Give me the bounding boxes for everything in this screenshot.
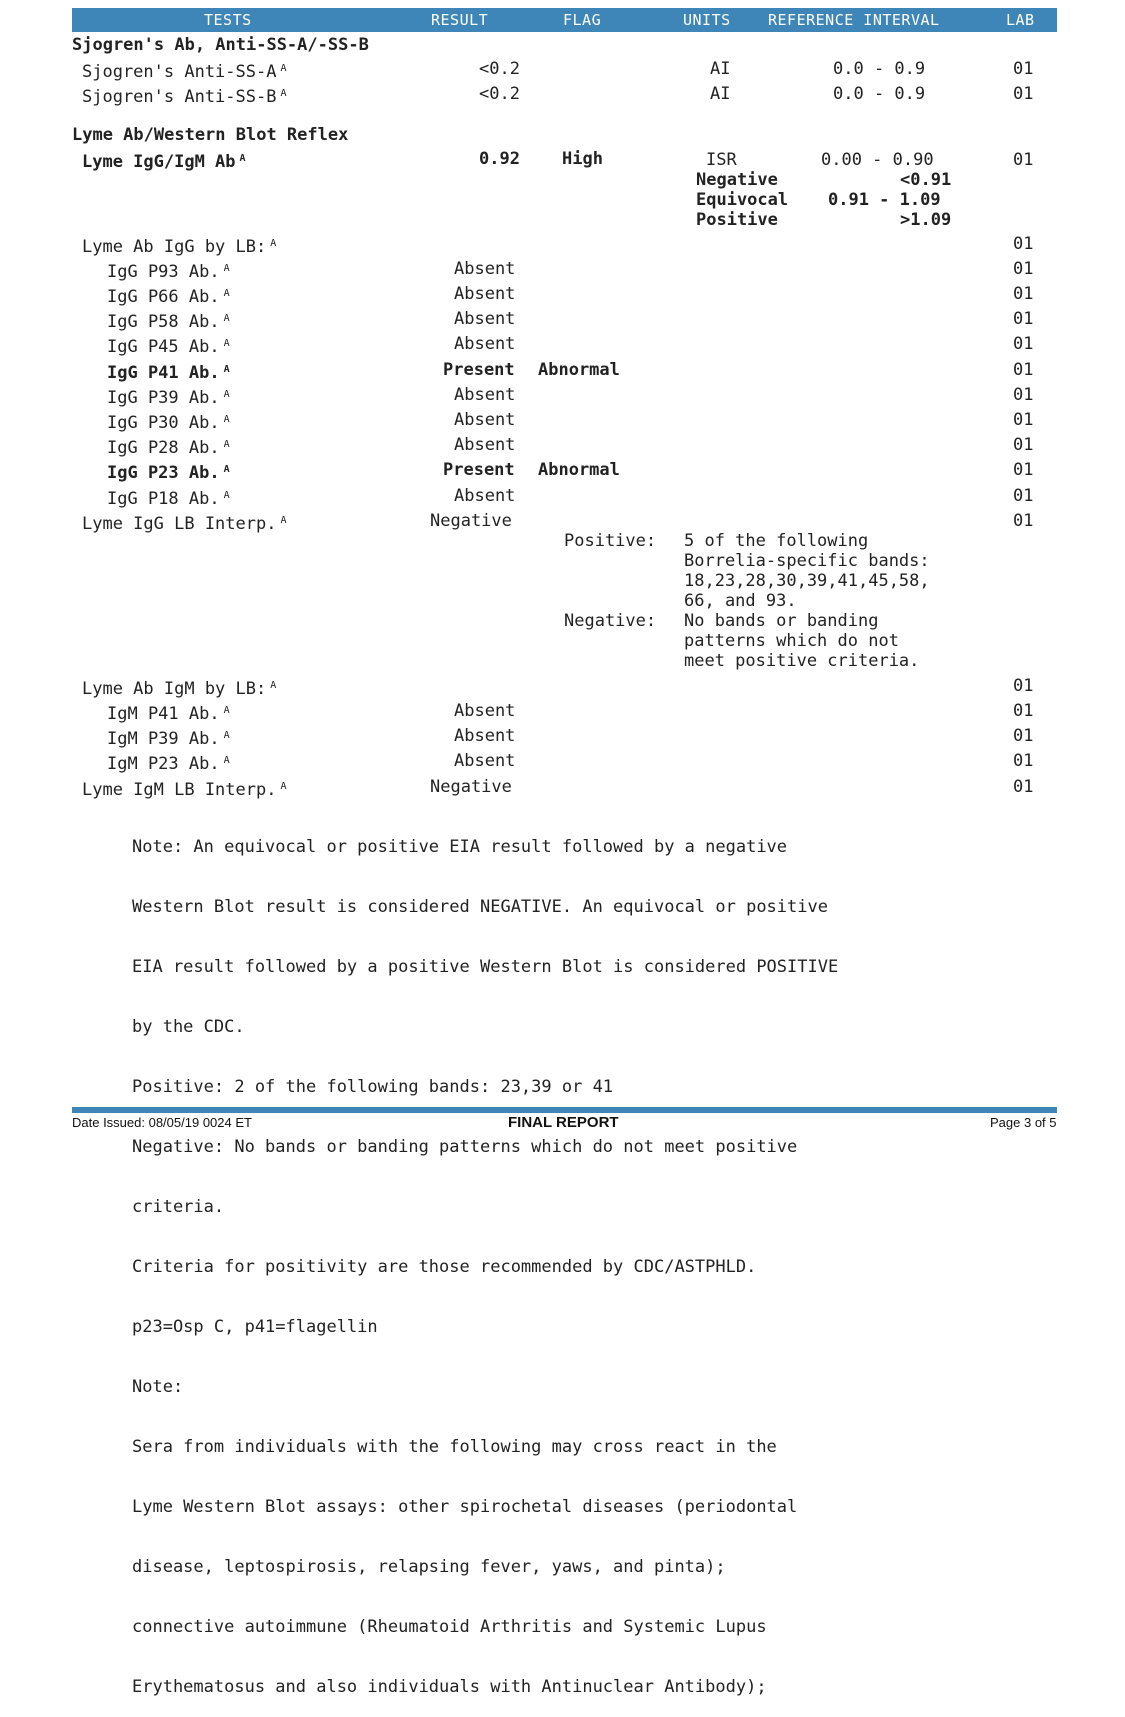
note-line: Sera from individuals with the following may cross react in the <box>132 1437 777 1457</box>
band-result: Absent <box>454 701 516 721</box>
header-tests: TESTS <box>204 11 252 29</box>
note-line: Note: <box>132 1377 184 1397</box>
header-result: RESULT <box>431 11 489 29</box>
note-line: Negative: No bands or banding patterns which do not meet positive <box>132 1137 798 1157</box>
header-flag: FLAG <box>563 11 602 29</box>
igg-interp-result: Negative <box>430 511 512 531</box>
report-status: FINAL REPORT <box>508 1114 619 1131</box>
test-reference: 0.00 - 0.90 <box>821 150 934 170</box>
note-line: Erythematosus and also individuals with Antinuclear Antibody); <box>132 1677 767 1697</box>
note-line: Lyme Western Blot assays: other spirochetal diseases (periodontal <box>132 1497 798 1517</box>
test-flag: High <box>562 149 603 169</box>
band-flag: Abnormal <box>538 360 620 380</box>
note-line: Note: An equivocal or positive EIA result followed by a negative <box>132 837 788 857</box>
band-result: Absent <box>454 334 516 354</box>
band-lab: 01 <box>1013 460 1034 480</box>
criteria-line: 66, and 93. <box>684 591 797 611</box>
test-lab: 01 <box>1013 234 1034 254</box>
header-reference-interval: REFERENCE INTERVAL <box>768 11 940 29</box>
test-lab: 01 <box>1013 59 1034 79</box>
band-result: Absent <box>454 726 516 746</box>
interp-label: Positive <box>696 210 778 230</box>
test-units: AI <box>710 84 731 104</box>
igg-interp-lab: 01 <box>1013 511 1034 531</box>
interp-value: >1.09 <box>900 210 952 230</box>
igm-interp-name: Lyme IgM LB Interp. $^A$ <box>82 780 287 800</box>
criteria-label: Positive: <box>564 531 657 551</box>
test-name: Lyme IgG/IgM Ab $^A$ <box>82 152 246 172</box>
band-name: IgM P23 Ab. $^A$ <box>107 754 230 774</box>
band-name: IgG P66 Ab. $^A$ <box>107 287 230 307</box>
criteria-line: No bands or banding <box>684 611 879 631</box>
criteria-label: Negative: <box>564 611 657 631</box>
band-name: IgG P30 Ab. $^A$ <box>107 413 230 433</box>
band-name: IgG P23 Ab. $^A$ <box>107 463 230 483</box>
band-name: IgG P93 Ab. $^A$ <box>107 262 230 282</box>
band-lab: 01 <box>1013 385 1034 405</box>
lyme-section-title: Lyme Ab/Western Blot Reflex <box>72 125 349 145</box>
interp-label: Negative <box>696 170 778 190</box>
band-lab: 01 <box>1013 486 1034 506</box>
band-lab: 01 <box>1013 751 1034 771</box>
note-line: disease, leptospirosis, relapsing fever, yaws, and pinta); <box>132 1557 726 1577</box>
page-number: Page 3 of 5 <box>990 1115 1057 1130</box>
test-result: 0.92 <box>479 149 520 169</box>
test-units: ISR <box>706 150 737 170</box>
igm-interp-lab: 01 <box>1013 777 1034 797</box>
band-name: IgM P39 Ab. $^A$ <box>107 729 230 749</box>
note-block <box>132 797 838 1717</box>
igg-interp-name: Lyme IgG LB Interp. $^A$ <box>82 514 287 534</box>
note-line: Criteria for positivity are those recommended by CDC/ASTPHLD. <box>132 1257 757 1277</box>
sjogren-section-title: Sjogren's Ab, Anti-SS-A/-SS-B <box>72 35 369 55</box>
test-name: Sjogren's Anti-SS-B $^A$ <box>82 87 287 107</box>
test-lab: 01 <box>1013 676 1034 696</box>
band-lab: 01 <box>1013 410 1034 430</box>
interp-value: <0.91 <box>900 170 952 190</box>
band-lab: 01 <box>1013 334 1034 354</box>
band-result: Present <box>443 460 515 480</box>
band-name: IgG P39 Ab. $^A$ <box>107 388 230 408</box>
note-line: by the CDC. <box>132 1017 245 1037</box>
band-name: IgG P45 Ab. $^A$ <box>107 337 230 357</box>
criteria-line: 18,23,28,30,39,41,45,58, <box>684 571 930 591</box>
igm-interp-result: Negative <box>430 777 512 797</box>
note-line: Western Blot result is considered NEGATIVE. An equivocal or positive <box>132 897 828 917</box>
band-result: Absent <box>454 284 516 304</box>
band-name: IgM P41 Ab. $^A$ <box>107 704 230 724</box>
band-result: Present <box>443 360 515 380</box>
test-reference: 0.0 - 0.9 <box>833 59 926 79</box>
test-name: Sjogren's Anti-SS-A $^A$ <box>82 62 287 82</box>
band-result: Absent <box>454 486 516 506</box>
test-result: <0.2 <box>479 84 520 104</box>
band-name: IgG P18 Ab. $^A$ <box>107 489 230 509</box>
band-name: IgG P28 Ab. $^A$ <box>107 438 230 458</box>
igm-lb-title: Lyme Ab IgM by LB: $^A$ <box>82 679 277 699</box>
band-lab: 01 <box>1013 360 1034 380</box>
band-result: Absent <box>454 309 516 329</box>
igg-lb-title: Lyme Ab IgG by LB: $^A$ <box>82 237 277 257</box>
band-name: IgG P41 Ab. $^A$ <box>107 363 230 383</box>
band-lab: 01 <box>1013 309 1034 329</box>
test-reference: 0.0 - 0.9 <box>833 84 926 104</box>
band-lab: 01 <box>1013 284 1034 304</box>
criteria-line: patterns which do not <box>684 631 899 651</box>
note-line: Positive: 2 of the following bands: 23,39 or 41 <box>132 1077 614 1097</box>
band-result: Absent <box>454 410 516 430</box>
footer-rule <box>72 1107 1057 1113</box>
note-line: criteria. <box>132 1197 225 1217</box>
band-lab: 01 <box>1013 701 1034 721</box>
band-lab: 01 <box>1013 435 1034 455</box>
criteria-line: Borrelia-specific bands: <box>684 551 930 571</box>
band-lab: 01 <box>1013 259 1034 279</box>
test-units: AI <box>710 59 731 79</box>
note-line: p23=Osp C, p41=flagellin <box>132 1317 378 1337</box>
interp-label: Equivocal <box>696 190 789 210</box>
band-flag: Abnormal <box>538 460 620 480</box>
band-result: Absent <box>454 259 516 279</box>
column-header-bar <box>72 8 1057 32</box>
band-name: IgG P58 Ab. $^A$ <box>107 312 230 332</box>
test-lab: 01 <box>1013 84 1034 104</box>
test-result: <0.2 <box>479 59 520 79</box>
date-issued: Date Issued: 08/05/19 0024 ET <box>72 1115 252 1130</box>
header-units: UNITS <box>683 11 731 29</box>
header-lab: LAB <box>1006 11 1035 29</box>
interp-value: 0.91 - 1.09 <box>828 190 941 210</box>
criteria-line: meet positive criteria. <box>684 651 920 671</box>
note-line: EIA result followed by a positive Western Blot is considered POSITIVE <box>132 957 839 977</box>
band-result: Absent <box>454 751 516 771</box>
note-line: connective autoimmune (Rheumatoid Arthritis and Systemic Lupus <box>132 1617 767 1637</box>
band-result: Absent <box>454 435 516 455</box>
criteria-line: 5 of the following <box>684 531 869 551</box>
band-result: Absent <box>454 385 516 405</box>
test-lab: 01 <box>1013 150 1034 170</box>
band-lab: 01 <box>1013 726 1034 746</box>
